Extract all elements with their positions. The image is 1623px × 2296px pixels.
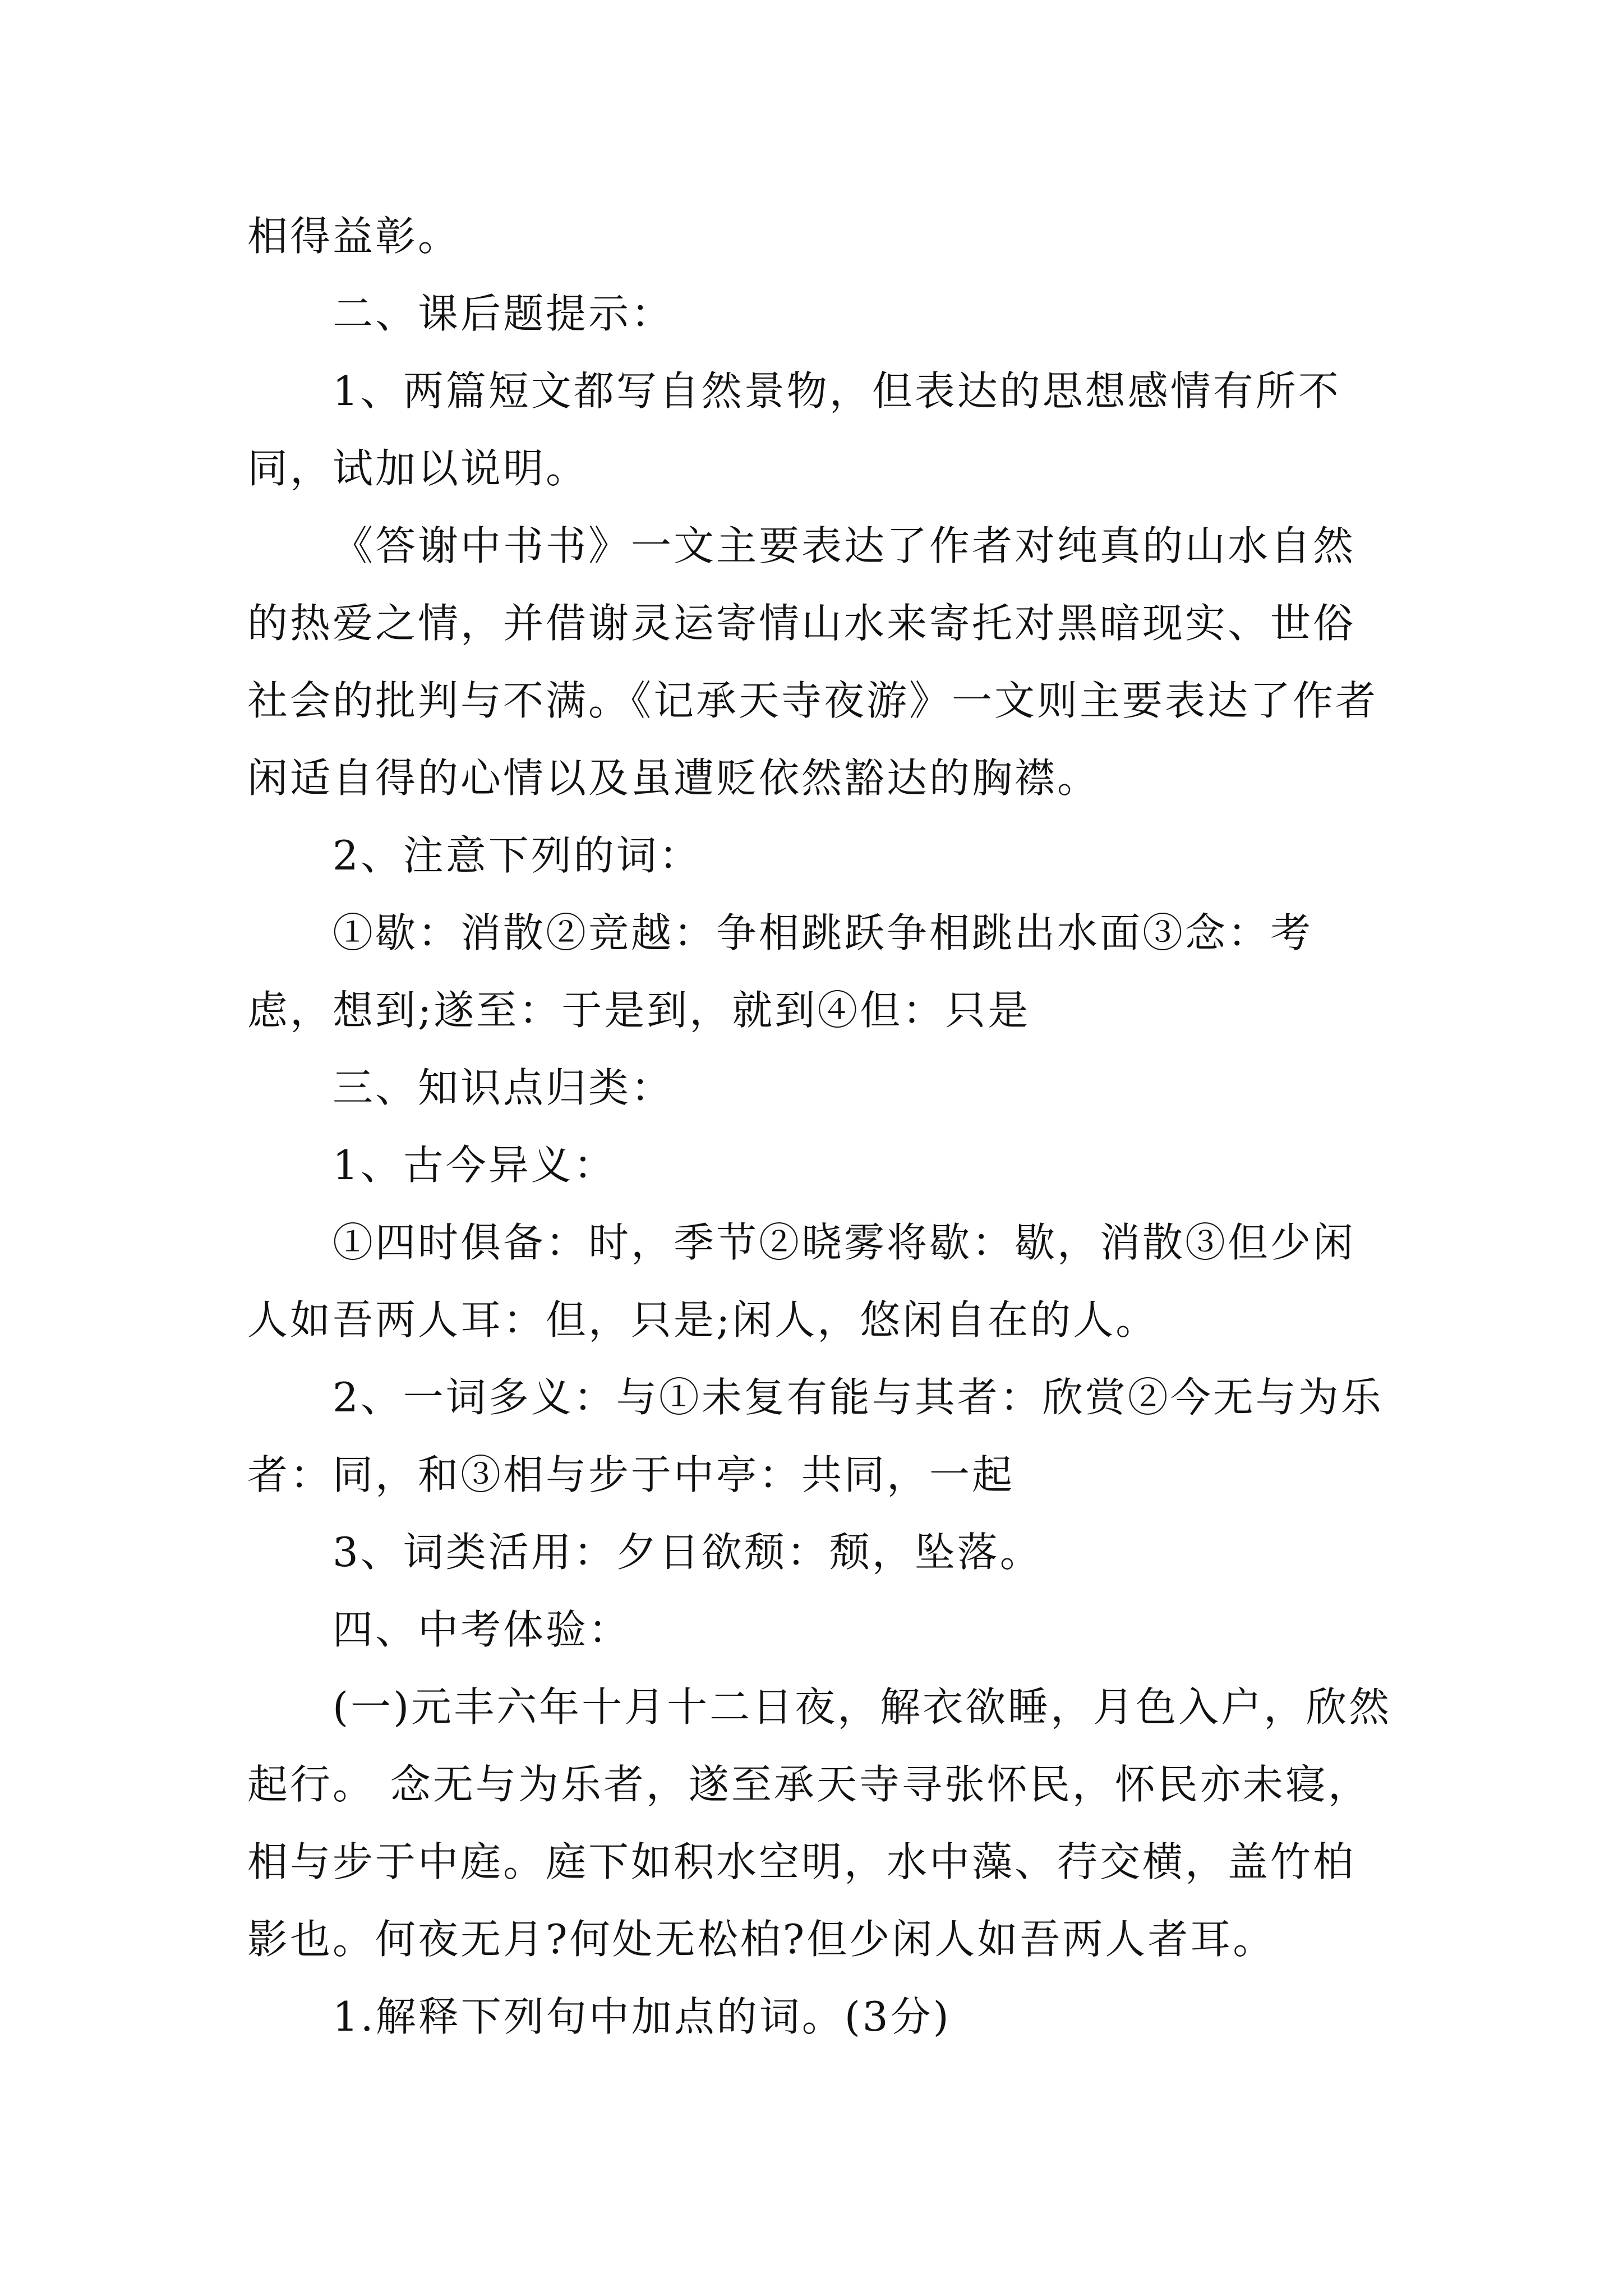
paragraph-continuation: 相得益彰。 — [247, 213, 461, 260]
ancient-modern-meaning-items: ①四时俱备：时，季节②晓雾将歇：歇，消散③但少闲人如吾两人耳：但，只是;闲人，悠闲自在的人。 — [247, 1219, 1356, 1343]
answer-1: 《答谢中书书》一文主要表达了作者对纯真的山水自然的热爱之情，并借谢灵运寄情山水来寄托对黑暗现实、世俗社会的批判与不满。《记承天寺夜游》一文则主要表达了作者闲适自得的心情以及虽遭贬依然豁达的胸襟。 — [247, 522, 1378, 802]
section-heading-exam-practice: 四、中考体验： — [333, 1606, 631, 1653]
section-heading-after-class-questions: 二、课后题提示： — [333, 290, 674, 337]
subheading-ancient-modern-meaning: 1、古今异义： — [333, 1142, 616, 1189]
polysemy-items: 2、一词多义：与①未复有能与其者：欣赏②今无与为乐者：同，和③相与步于中亭：共同，一起 — [247, 1374, 1384, 1498]
exam-question-1: 1.解释下列句中加点的词。(3分) — [333, 1993, 951, 2040]
exam-passage: (一)元丰六年十月十二日夜，解衣欲睡，月色入户，欣然起行。 念无与为乐者，遂至承天寺寻张怀民，怀民亦未寝，相与步于中庭。庭下如积水空明，水中藻、荇交横，盖竹柏影也。何夜无月?何处无松柏?但少闲人如吾两人者耳。 — [247, 1683, 1392, 1963]
word-class-usage: 3、词类活用：夕日欲颓：颓，坠落。 — [333, 1529, 1043, 1576]
answer-2: ①歇：消散②竞越：争相跳跃争相跳出水面③念：考虑，想到;遂至：于是到，就到④但：只是 — [247, 909, 1313, 1034]
section-heading-knowledge-points: 三、知识点归类： — [333, 1064, 674, 1111]
question-1: 1、两篇短文都写自然景物，但表达的思想感情有所不同，试加以说明。 — [247, 367, 1341, 492]
document-body — [247, 197, 1397, 2055]
question-2: 2、注意下列的词： — [333, 832, 702, 879]
